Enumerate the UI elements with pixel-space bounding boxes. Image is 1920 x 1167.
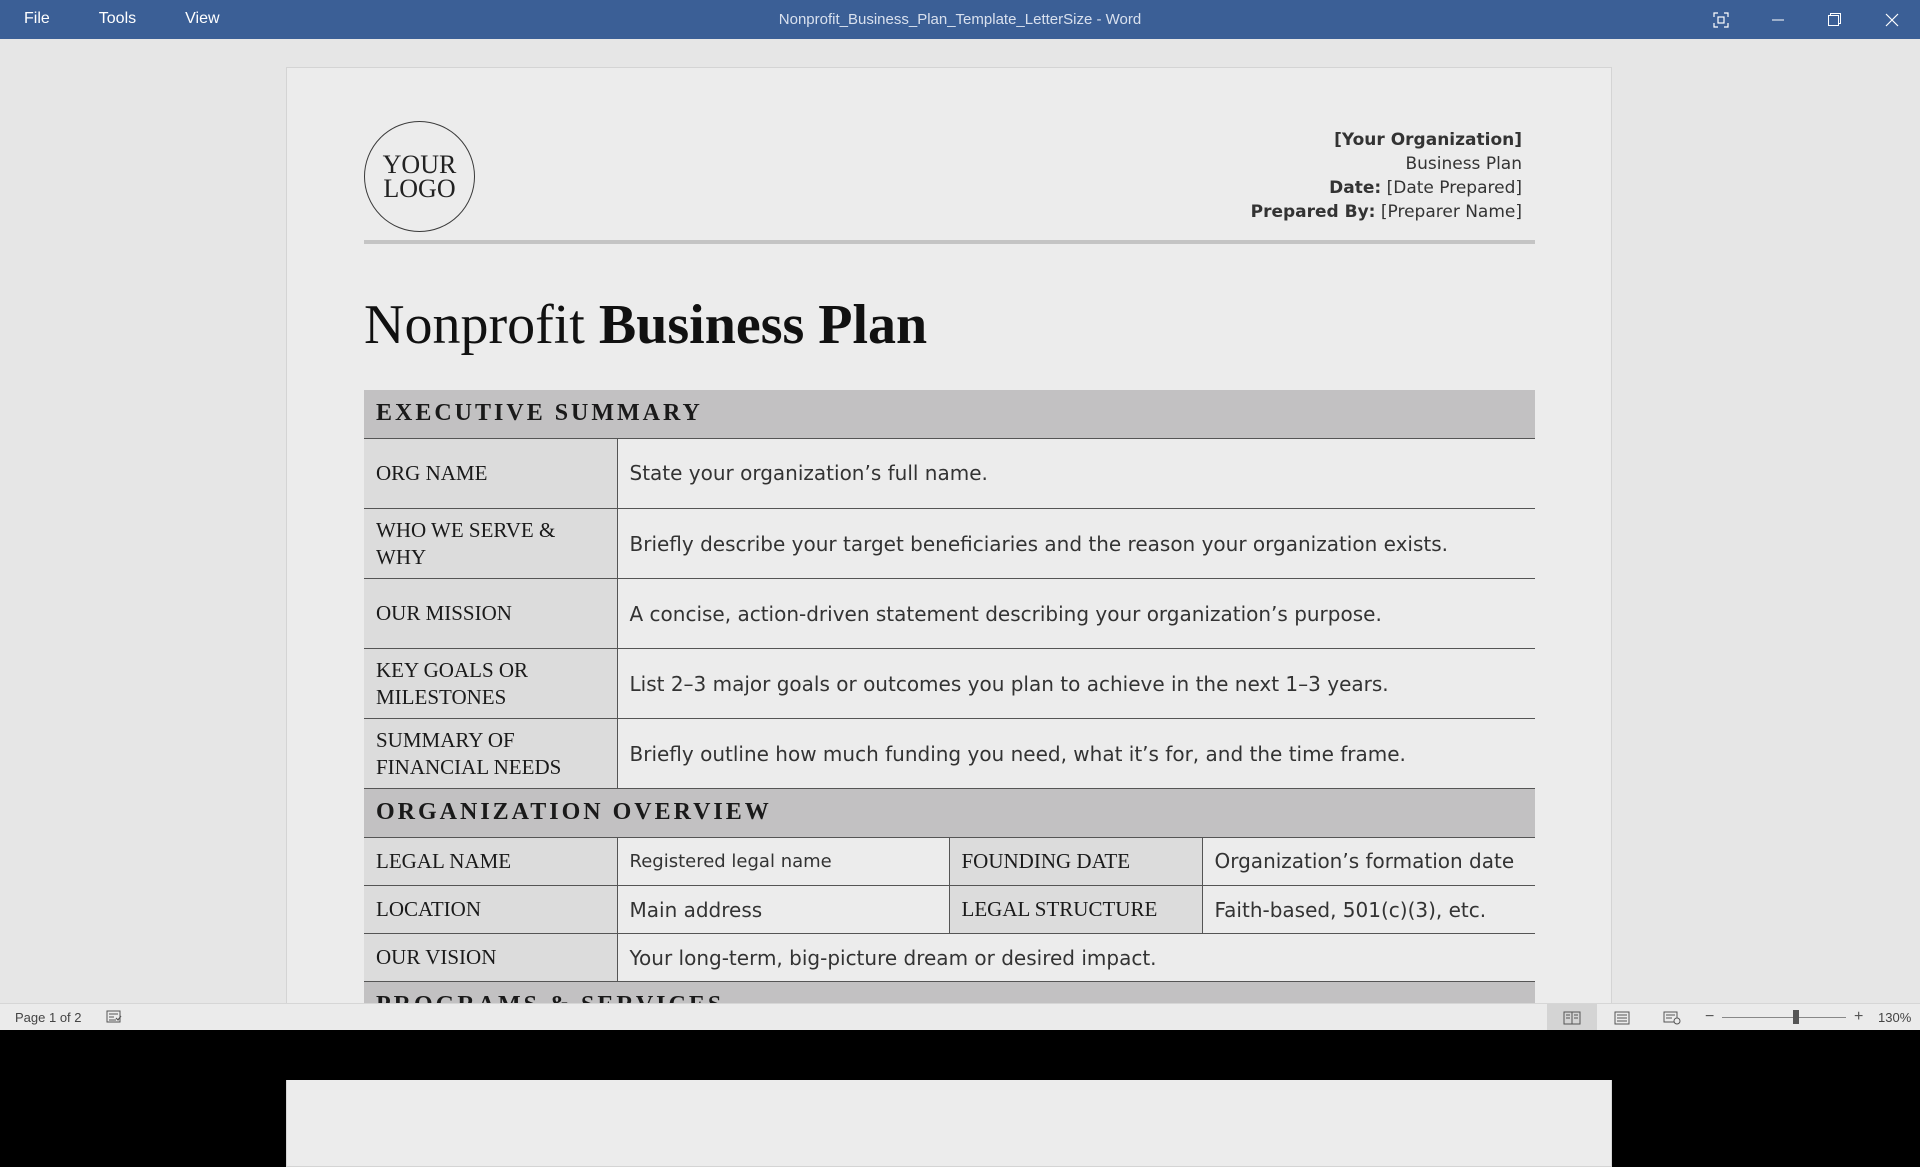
minimize-button[interactable] bbox=[1749, 0, 1806, 39]
screen-bottom-bar bbox=[0, 1030, 1920, 1080]
print-layout-button[interactable] bbox=[1597, 1004, 1647, 1031]
prepared-label: Prepared By: bbox=[1250, 202, 1376, 222]
legal-name-label: LEGAL NAME bbox=[364, 838, 617, 886]
table-row bbox=[364, 509, 1535, 579]
close-button[interactable] bbox=[1863, 0, 1920, 39]
executive-summary-heading: EXECUTIVE SUMMARY bbox=[364, 390, 1535, 438]
founding-date-value[interactable]: Organization’s formation date bbox=[1202, 838, 1535, 886]
title-bar bbox=[0, 0, 1920, 39]
zoom-out-button[interactable]: − bbox=[1705, 1008, 1715, 1025]
row-value[interactable]: A concise, action-driven statement describing your organization’s purpose. bbox=[617, 579, 1535, 649]
web-layout-icon bbox=[1663, 1011, 1681, 1025]
plan-tables bbox=[364, 390, 1535, 1031]
vision-value[interactable]: Your long-term, big-picture dream or desired impact. bbox=[617, 934, 1535, 982]
row-value[interactable]: Briefly describe your target beneficiaries and the reason your organization exists. bbox=[617, 509, 1535, 579]
zoom-slider-thumb[interactable] bbox=[1793, 1010, 1799, 1024]
menu-tools[interactable]: Tools bbox=[98, 10, 137, 27]
table-row bbox=[364, 649, 1535, 719]
org-info-block bbox=[1251, 128, 1522, 224]
zoom-level[interactable]: 130% bbox=[1878, 1010, 1912, 1025]
logo-placeholder bbox=[364, 121, 475, 232]
section-header bbox=[364, 390, 1535, 438]
close-icon bbox=[1885, 13, 1899, 27]
menu-bar bbox=[0, 0, 235, 39]
window-title: Nonprofit_Business_Plan_Template_LetterSize - Word bbox=[778, 11, 1142, 28]
date-label: Date: bbox=[1329, 178, 1382, 198]
founding-date-label: FOUNDING DATE bbox=[949, 838, 1202, 886]
table-row bbox=[364, 934, 1535, 982]
executive-summary-table bbox=[364, 390, 1535, 439]
row-value[interactable]: Briefly outline how much funding you need, what it’s for, and the time frame. bbox=[617, 719, 1535, 789]
table-row bbox=[364, 439, 1535, 509]
organization-overview-header bbox=[364, 789, 1535, 838]
date-value: [Date Prepared] bbox=[1381, 178, 1522, 198]
table-row bbox=[364, 886, 1535, 934]
print-layout-icon bbox=[1614, 1011, 1630, 1025]
row-label: OUR MISSION bbox=[364, 579, 617, 649]
page-count[interactable]: Page 1 of 2 bbox=[15, 1010, 82, 1025]
legal-structure-value[interactable]: Faith-based, 501(c)(3), etc. bbox=[1202, 886, 1535, 934]
zoom-control bbox=[1700, 1004, 1920, 1031]
vision-label: OUR VISION bbox=[364, 934, 617, 982]
logo-text-line2: LOGO bbox=[383, 173, 456, 203]
logo-text-line1: YOUR bbox=[382, 149, 457, 179]
legal-name-value[interactable]: Registered legal name bbox=[617, 838, 949, 886]
read-mode-icon bbox=[1563, 1011, 1581, 1025]
document-title-bold: Business Plan bbox=[598, 294, 928, 356]
row-label: KEY GOALS OR MILESTONES bbox=[364, 649, 617, 719]
proofing-icon[interactable] bbox=[106, 1010, 122, 1024]
section-header bbox=[364, 789, 1535, 837]
row-label: ORG NAME bbox=[364, 439, 617, 509]
document-page[interactable] bbox=[286, 67, 1612, 1167]
document-title bbox=[364, 290, 927, 360]
location-label: LOCATION bbox=[364, 886, 617, 934]
restore-icon bbox=[1828, 13, 1841, 26]
zoom-in-button[interactable]: + bbox=[1854, 1008, 1864, 1025]
window-controls bbox=[1692, 0, 1920, 39]
focus-mode-button[interactable] bbox=[1692, 0, 1749, 39]
prepared-line bbox=[1251, 200, 1522, 224]
document-title-light: Nonprofit bbox=[364, 294, 599, 356]
minimize-icon bbox=[1772, 14, 1784, 26]
focus-mode-icon bbox=[1713, 12, 1729, 28]
location-value[interactable]: Main address bbox=[617, 886, 949, 934]
zoom-slider-track[interactable] bbox=[1722, 1017, 1846, 1018]
legal-structure-label: LEGAL STRUCTURE bbox=[949, 886, 1202, 934]
prepared-value: [Preparer Name] bbox=[1375, 202, 1522, 222]
table-row bbox=[364, 579, 1535, 649]
row-value[interactable]: List 2–3 major goals or outcomes you plan to achieve in the next 1–3 years. bbox=[617, 649, 1535, 719]
status-bar bbox=[0, 1003, 1920, 1030]
restore-button[interactable] bbox=[1806, 0, 1863, 39]
row-label: WHO WE SERVE & WHY bbox=[364, 509, 617, 579]
web-layout-button[interactable] bbox=[1647, 1004, 1697, 1031]
header-divider bbox=[364, 240, 1535, 244]
plan-type: Business Plan bbox=[1405, 154, 1522, 174]
table-row bbox=[364, 719, 1535, 789]
menu-file[interactable]: File bbox=[24, 10, 50, 27]
organization-overview-table bbox=[364, 838, 1535, 983]
row-value[interactable]: State your organization’s full name. bbox=[617, 439, 1535, 509]
executive-summary-rows bbox=[364, 439, 1535, 790]
view-mode-buttons bbox=[1547, 1004, 1697, 1031]
organization-overview-heading: ORGANIZATION OVERVIEW bbox=[364, 789, 1535, 837]
date-line bbox=[1251, 176, 1522, 200]
row-label: SUMMARY OF FINANCIAL NEEDS bbox=[364, 719, 617, 789]
read-mode-button[interactable] bbox=[1547, 1004, 1597, 1031]
org-name: [Your Organization] bbox=[1334, 130, 1522, 150]
table-row bbox=[364, 838, 1535, 886]
menu-view[interactable]: View bbox=[185, 10, 220, 27]
document-workspace[interactable] bbox=[0, 39, 1920, 1003]
